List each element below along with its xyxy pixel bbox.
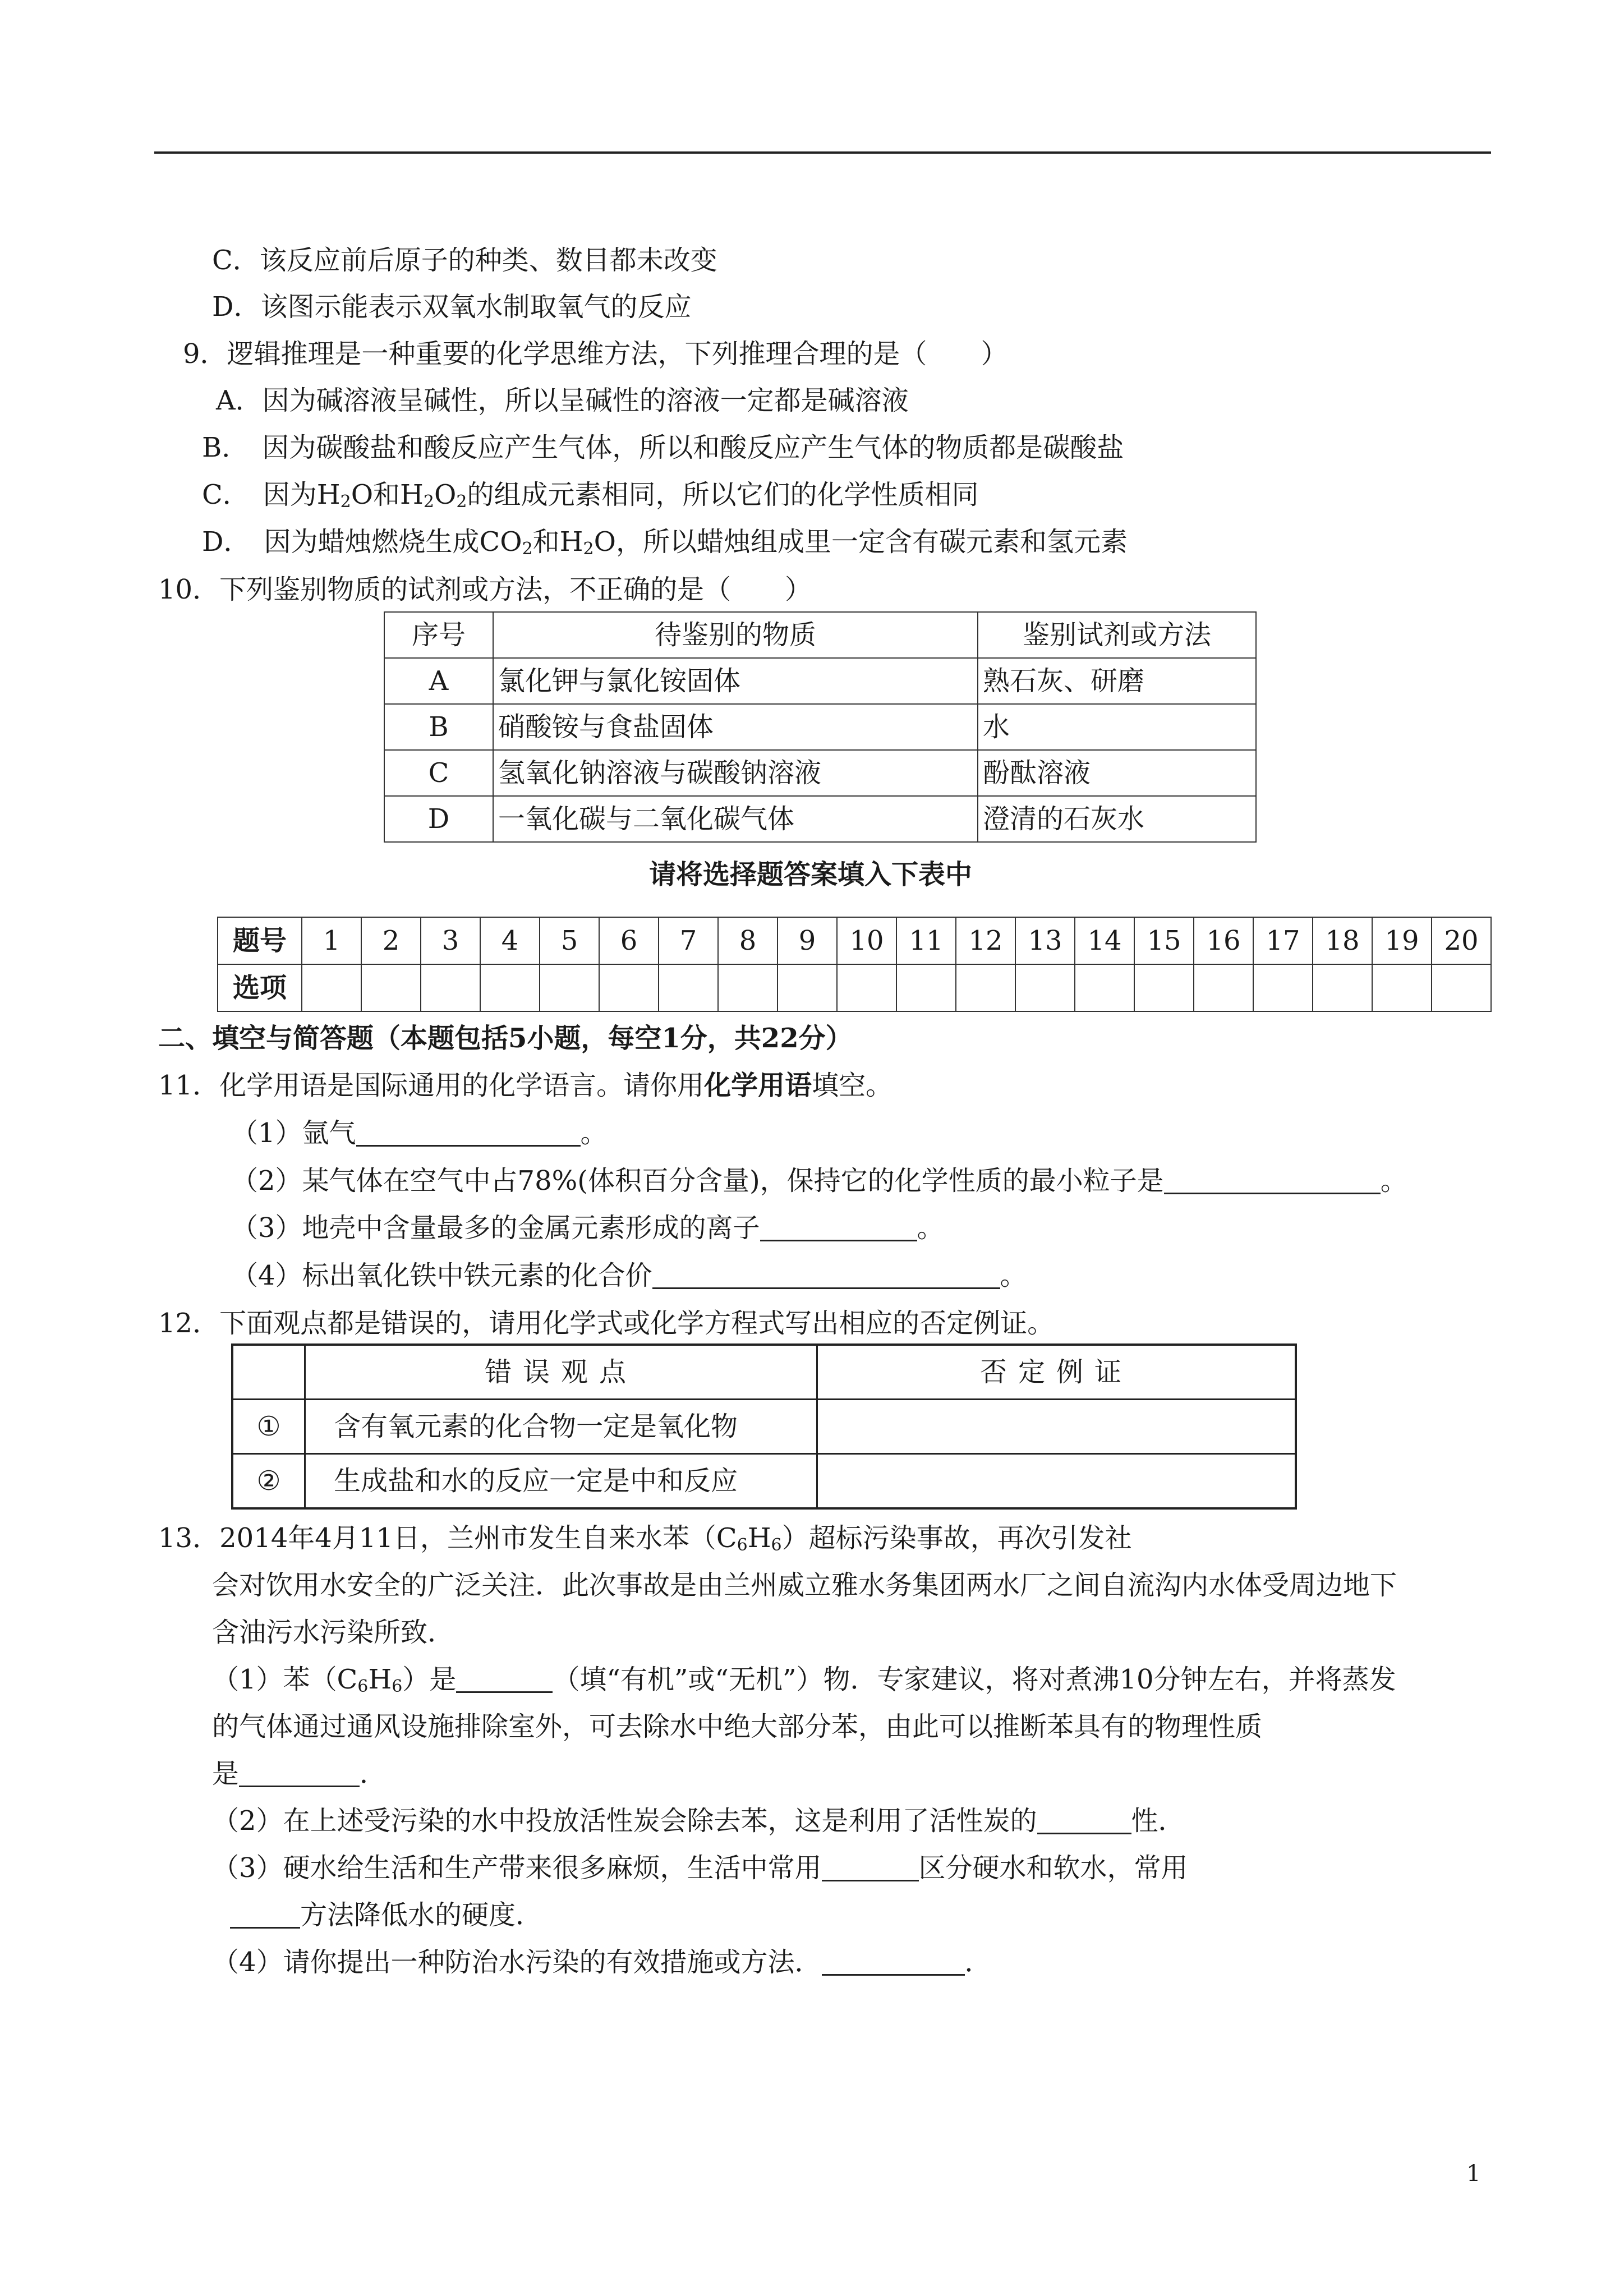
q11-stem: 11．化学用语是国际通用的化学语言。请你用化学用语填空。	[158, 1070, 893, 1101]
answer-number-cell: 1	[302, 917, 361, 964]
q13-part-2: （2）在上述受污染的水中投放活性炭会除去苯，这是利用了活性炭的 性．	[212, 1805, 1185, 1837]
table-cell: 氯化钾与氯化铵固体	[493, 658, 978, 704]
answer-number-cell: 2	[361, 917, 421, 964]
answer-number-cell: 18	[1313, 917, 1372, 964]
answer-number-cell: 5	[540, 917, 599, 964]
answer-blank[interactable]	[1037, 1808, 1131, 1834]
answer-number-cell: 7	[659, 917, 718, 964]
table-header-row	[384, 612, 1256, 658]
answer-option-row	[218, 964, 1491, 1011]
answer-number-cell: 11	[896, 917, 956, 964]
table-cell: 水	[978, 704, 1256, 750]
answer-option-cell[interactable]	[837, 964, 896, 1011]
answer-blank[interactable]	[1164, 1168, 1381, 1194]
answer-blank[interactable]	[356, 1120, 581, 1147]
answer-option-cell[interactable]	[1015, 964, 1075, 1011]
answer-blank[interactable]	[760, 1215, 917, 1241]
table-header: 待鉴别的物质	[493, 612, 978, 658]
q12-stem: 12．下面观点都是错误的，请用化学式或化学方程式写出相应的否定例证。	[158, 1308, 1055, 1339]
table-cell: 氢氧化钠溶液与碳酸钠溶液	[493, 750, 978, 796]
answer-option-cell[interactable]	[956, 964, 1015, 1011]
table-row	[384, 704, 1256, 750]
answer-number-cell: 10	[837, 917, 896, 964]
answer-number-cell: 12	[956, 917, 1015, 964]
table-cell: 生成盐和水的反应一定是中和反应	[305, 1454, 817, 1509]
table-header: 否定例证	[817, 1345, 1296, 1400]
q13-line-3: 含油污水污染所致．	[212, 1617, 455, 1648]
answer-blank[interactable]	[230, 1902, 300, 1929]
section-2-heading: 二、填空与简答题（本题包括5小题，每空1分，共22分）	[158, 1023, 853, 1054]
answer-option-cell[interactable]	[1313, 964, 1372, 1011]
answer-option-cell[interactable]	[302, 964, 361, 1011]
table-row	[232, 1400, 1296, 1454]
answer-number-cell: 14	[1075, 917, 1134, 964]
answer-option-cell[interactable]	[1372, 964, 1432, 1011]
q13-part-4: （4）请你提出一种防治水污染的有效措施或方法． ．	[212, 1947, 992, 1978]
answer-option-cell[interactable]	[1075, 964, 1134, 1011]
answer-option-cell[interactable]	[1194, 964, 1253, 1011]
answer-cell[interactable]	[817, 1400, 1296, 1454]
q13-line-1: 13．2014年4月11日，兰州市发生自来水苯$(C_6H_6)$超标污染事故，再次引发社	[158, 1522, 1132, 1555]
answer-option-cell[interactable]	[361, 964, 421, 1011]
table-row	[384, 658, 1256, 704]
table-row	[232, 1454, 1296, 1509]
q13-part-1: （1）苯$(C_6H_6)$是 （填“有机”或“无机”）物．专家建议，将对煮沸10分钟左右，并将蒸发	[212, 1664, 1396, 1696]
q13-line-2: 会对饮用水安全的广泛关注．此次事故是由兰州威立雅水务集团两水厂之间自流沟内水体受周边地下	[212, 1570, 1397, 1601]
answer-blank[interactable]	[239, 1761, 360, 1787]
answer-blank[interactable]	[652, 1263, 1000, 1289]
answer-option-cell[interactable]	[480, 964, 540, 1011]
answer-option-cell[interactable]	[778, 964, 837, 1011]
table-cell: 一氧化碳与二氧化碳气体	[493, 796, 978, 842]
answer-number-cell: 8	[718, 917, 778, 964]
q9-stem: 9．逻辑推理是一种重要的化学思维方法，下列推理合理的是（ ）	[183, 338, 1008, 370]
q13-part-1-line-2: 的气体通过通风设施排除室外，可去除水中绝大部分苯，由此可以推断苯具有的物理性质	[212, 1711, 1263, 1742]
q9-option-d: D． 因为蜡烛燃烧生成$CO_2$和$H_2O$，所以蜡烛组成里一定含有碳元素和氢元素	[202, 526, 1128, 559]
answer-row-label: 题号	[218, 917, 302, 964]
q11-item-4: （4）标出氧化铁中铁元素的化合价 。	[231, 1260, 1027, 1291]
q10-table	[384, 611, 1257, 843]
q13-part-3: （3）硬水给生活和生产带来很多麻烦，生活中常用 区分硬水和软水，常用	[212, 1852, 1188, 1884]
answer-number-cell: 13	[1015, 917, 1075, 964]
table-cell: 硝酸铵与食盐固体	[493, 704, 978, 750]
answer-option-cell[interactable]	[1432, 964, 1491, 1011]
q11-item-3: （3）地壳中含量最多的金属元素形成的离子 。	[231, 1212, 944, 1244]
header-rule	[154, 151, 1491, 154]
table-cell: 熟石灰、研磨	[978, 658, 1256, 704]
q12-table	[231, 1343, 1297, 1510]
table-header: 错误观点	[305, 1345, 817, 1400]
answer-blank[interactable]	[456, 1667, 553, 1693]
answer-option-cell[interactable]	[599, 964, 659, 1011]
answer-number-row	[218, 917, 1491, 964]
answer-option-cell[interactable]	[1134, 964, 1194, 1011]
answer-number-cell: 6	[599, 917, 659, 964]
page-number: 1	[1466, 2161, 1481, 2187]
answer-number-cell: 16	[1194, 917, 1253, 964]
answer-option-cell[interactable]	[1253, 964, 1313, 1011]
table-cell: ②	[232, 1454, 305, 1509]
answer-row-label: 选项	[218, 964, 302, 1011]
answer-option-cell[interactable]	[421, 964, 480, 1011]
answer-cell[interactable]	[817, 1454, 1296, 1509]
table-cell: A	[384, 658, 493, 704]
table-row	[384, 750, 1256, 796]
table-header: 序号	[384, 612, 493, 658]
q10-stem: 10．下列鉴别物质的试剂或方法，不正确的是（ ）	[158, 574, 812, 605]
answer-blank[interactable]	[822, 1855, 919, 1881]
table-cell: B	[384, 704, 493, 750]
table-cell: ①	[232, 1400, 305, 1454]
answer-option-cell[interactable]	[540, 964, 599, 1011]
answer-number-cell: 3	[421, 917, 480, 964]
q9-option-c: C． 因为$H_2O$和$H_2O_2$的组成元素相同，所以它们的化学性质相同	[202, 479, 979, 512]
answer-number-cell: 19	[1372, 917, 1432, 964]
table-header	[232, 1345, 305, 1400]
answer-option-cell[interactable]	[718, 964, 778, 1011]
q13-part-3-line-2: 方法降低水的硬度．	[230, 1902, 542, 1929]
table-cell: C	[384, 750, 493, 796]
table-cell: 酚酞溶液	[978, 750, 1256, 796]
answer-number-cell: 17	[1253, 917, 1313, 964]
answer-number-cell: 4	[480, 917, 540, 964]
q9-option-b: B． 因为碳酸盐和酸反应产生气体，所以和酸反应产生气体的物质都是碳酸盐	[202, 432, 1124, 463]
table-header: 鉴别试剂或方法	[978, 612, 1256, 658]
answer-option-cell[interactable]	[896, 964, 956, 1011]
answer-number-cell: 9	[778, 917, 837, 964]
answer-table	[217, 917, 1492, 1012]
q13-part-1-line-3: 是 ．	[212, 1758, 387, 1789]
q8-option-c: C．该反应前后原子的种类、数目都未改变	[212, 245, 717, 276]
q8-option-d: D．该图示能表示双氧水制取氧气的反应	[212, 291, 692, 323]
q9-option-a: A．因为碱溶液呈碱性，所以呈碱性的溶液一定都是碱溶液	[216, 385, 909, 416]
table-header-row	[232, 1345, 1296, 1400]
answer-table-title: 请将选择题答案填入下表中	[649, 859, 973, 890]
answer-number-cell: 20	[1432, 917, 1491, 964]
q11-item-1: （1）氩气 。	[231, 1117, 608, 1149]
table-row	[384, 796, 1256, 842]
table-cell: 含有氧元素的化合物一定是氧化物	[305, 1400, 817, 1454]
table-cell: 澄清的石灰水	[978, 796, 1256, 842]
answer-number-cell: 15	[1134, 917, 1194, 964]
answer-blank[interactable]	[822, 1949, 965, 1976]
answer-option-cell[interactable]	[659, 964, 718, 1011]
q11-item-2: （2）某气体在空气中占78%(体积百分含量)，保持它的化学性质的最小粒子是 。	[231, 1165, 1407, 1197]
table-cell: D	[384, 796, 493, 842]
